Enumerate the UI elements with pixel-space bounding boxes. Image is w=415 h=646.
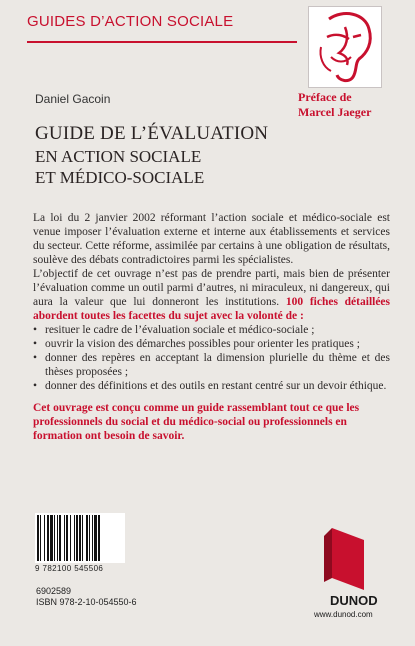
barcode-bar	[79, 515, 81, 561]
title-line-2: EN ACTION SOCIALE	[35, 147, 202, 166]
barcode-bar	[44, 515, 45, 561]
face-logo-icon	[309, 7, 381, 87]
barcode-bar	[94, 515, 97, 561]
list-item	[33, 351, 390, 379]
objective-text: L’objectif de cet ouvrage n’est pas de prendre parti, mais bien de présenter l’évaluation comme un outil parmi d’autres, ni miraculeux, ni dangereux, qui aura la valeur que lui donneront les institutions.	[33, 268, 390, 308]
barcode-bar	[66, 515, 68, 561]
title-line-3: ET MÉDICO-SOCIALE	[35, 168, 205, 187]
barcode-bar	[89, 515, 90, 561]
bullet-icon: •	[33, 352, 38, 364]
publisher-name: DUNOD	[330, 593, 378, 608]
barcode-bar	[86, 515, 88, 561]
barcode-icon	[35, 513, 125, 563]
preface-label: Préface de	[298, 90, 352, 104]
barcode-bar	[37, 515, 39, 561]
list-item-text: donner des repères en acceptant la dimension plurielle du thème et des thèses proposées ;	[45, 352, 390, 378]
list-item-text: donner des définitions et des outils en restant centré sur un devoir éthique.	[45, 380, 387, 392]
list-item	[33, 337, 390, 351]
author-name: Daniel Gacoin	[35, 92, 111, 106]
closing-paragraph: Cet ouvrage est conçu comme un guide rassemblant tout ce que les professionnels du social et du médico-social ou professionnels en formation ont besoin de savoir.	[33, 402, 360, 442]
bullet-icon: •	[33, 338, 38, 350]
publisher-url: www.dunod.com	[314, 610, 373, 619]
barcode-bar	[76, 515, 78, 561]
series-name: GUIDES D’ACTION SOCIALE	[27, 13, 234, 30]
series-logo	[308, 6, 382, 88]
barcode-bar	[98, 515, 100, 561]
barcode-bar	[40, 515, 41, 561]
barcode-bar	[47, 515, 49, 561]
product-codes	[36, 586, 137, 608]
barcode-bar	[70, 515, 71, 561]
barcode-block	[35, 513, 125, 573]
barcode-bar	[64, 515, 65, 561]
list-item	[33, 323, 390, 337]
bullet-icon: •	[33, 380, 38, 392]
list-item-text: ouvrir la vision des démarches possibles pour orienter les pratiques ;	[45, 338, 360, 350]
barcode-bar	[50, 515, 53, 561]
aims-list	[33, 323, 390, 393]
intro-paragraph: La loi du 2 janvier 2002 réformant l’action sociale et médico-sociale est venue imposer l’évaluation externe et interne aux établissements et services du secteur. Cette réforme, assimilée par certains à une obligation de résultats, soulève des débats contradictoires parmi les spécialistes.	[33, 212, 390, 266]
barcode-bar	[74, 515, 75, 561]
list-item	[33, 379, 390, 393]
barcode-bar	[57, 515, 58, 561]
back-cover-text	[33, 211, 390, 443]
series-rule	[27, 41, 297, 43]
barcode-bar	[54, 515, 55, 561]
title-line-1: GUIDE DE L’ÉVALUATION	[35, 123, 269, 144]
objective-paragraph	[33, 267, 390, 323]
isbn: ISBN 978-2-10-054550-6	[36, 597, 137, 607]
objective-highlight: 100 fiches détaillées abordent toutes les facettes du sujet avec la volonté de :	[33, 296, 391, 322]
internal-code: 6902589	[36, 586, 72, 596]
list-item-text: resituer le cadre de l’évaluation sociale et médico-sociale ;	[45, 324, 315, 336]
book-title	[35, 123, 268, 188]
barcode-digits: 9 782100 545506	[35, 564, 104, 573]
preface-author: Marcel Jaeger	[298, 105, 372, 119]
barcode-bar	[82, 515, 83, 561]
barcode-bar	[92, 515, 93, 561]
preface-credit	[298, 90, 371, 120]
barcode-bar	[59, 515, 61, 561]
bullet-icon: •	[33, 324, 38, 336]
